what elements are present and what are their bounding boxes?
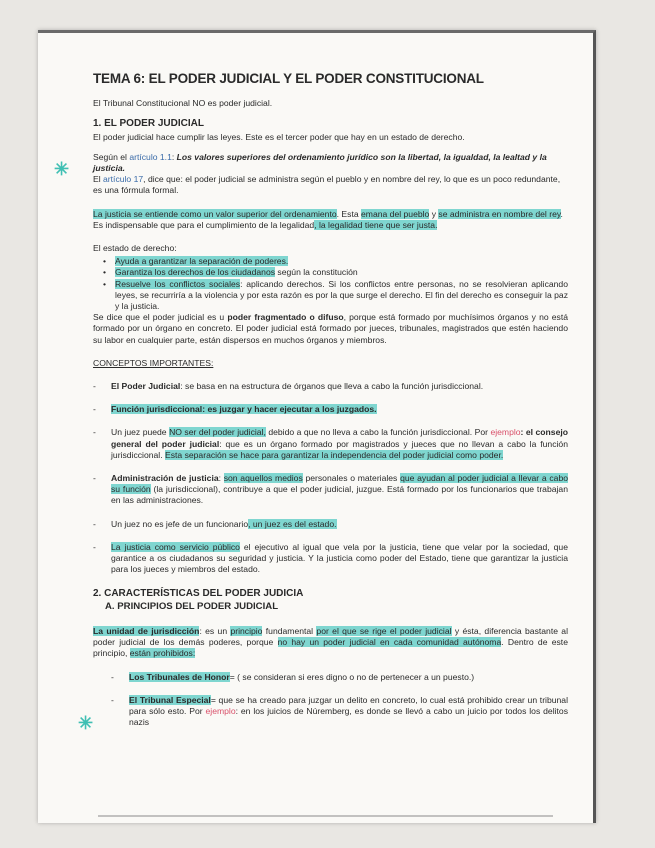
- asterisk-doodle-icon: ✳: [78, 713, 94, 733]
- section-heading-2: 2. CARACTERÍSTICAS DEL PODER JUDICIA: [93, 587, 304, 599]
- unidad-paragraph: La unidad de jurisdicción: es un principio fundamental por el que se rige el poder judicial y ésta, diferencia bastante al poder judicial de los demás poderes, porque no hay un poder judicial en cada comunidad autónoma. Dentro de este principio, están prohibidos:: [93, 625, 568, 659]
- estado-label: El estado de derecho:: [93, 243, 177, 254]
- justicia-paragraph: La justicia se entiende como un valor superior del ordenamiento. Esta emana del pueblo y se administra en nombre del rey. Es indispensable que para el cumplimiento de la legalidad, la legalidad tiene que ser justa.: [93, 208, 563, 230]
- article-1-1-paragraph: Según el artículo 1.1: Los valores superiores del ordenamiento jurídico son la libertad, la igualdad, la lealtad y la justicia.: [93, 151, 547, 174]
- subsection-heading: A. PRINCIPIOS DEL PODER JUDICIAL: [105, 600, 279, 612]
- concept-item: - Un juez puede NO ser del poder judicial, debido a que no lleva a cabo la función jurisdiccional. Por ejemplo: el consejo general del poder judicial: que es un órgano formado por magistrados y jueces que no llevan a cabo la función jurisdiccional. Esta separación se hace para garantizar la independencia del poder judicial como poder.: [93, 427, 568, 461]
- estado-list: [93, 256, 568, 312]
- concept-item: - Un juez no es jefe de un funcionario, un juez es del estado.: [93, 519, 568, 530]
- concept-item: - Función jurisdiccional: es juzgar y hacer ejecutar a los juzgados.: [93, 404, 568, 415]
- conceptos-heading: CONCEPTOS IMPORTANTES:: [93, 357, 214, 368]
- article-ref: artículo 17: [103, 174, 144, 185]
- section1-line: El poder judicial hace cumplir las leyes. Este es el tercer poder que hay en un estado de derecho.: [93, 131, 465, 142]
- asterisk-doodle-icon: ✳: [54, 159, 70, 179]
- concept-item: - La justicia como servicio público el ejecutivo al igual que vela por la justicia, tiene que velar por la sociedad, que garantice a os ciudadanos su seguridad y justicia. Y la justicia como poder del Estado, tiene que garantizar la justicia para los jueces y miembros del estado.: [93, 542, 568, 576]
- article-17-paragraph: El artículo 17, dice que: el poder judicial se administra según el pueblo y en nombre del rey, lo que es un poco redundante, es una fórmula formal.: [93, 174, 561, 196]
- section-heading-1: 1. EL PODER JUDICIAL: [93, 118, 204, 130]
- list-item: • Ayuda a garantizar la separación de poderes.: [115, 256, 568, 267]
- document-page: [38, 30, 596, 823]
- prohibited-item: - Los Tribunales de Honor= ( se consideran si eres digno o no de pertenecer a un puesto.): [111, 672, 568, 683]
- article-ref: artículo 1.1: [129, 151, 172, 162]
- list-item: • Resuelve los conflictos sociales: aplicando derechos. Si los conflictos entre personas, no se resolvieran aplicando leyes, se recurriría a la violencia y por esta razón es por la que surge el derecho. El fin del derecho es conseguir la paz y la justicia.: [115, 279, 568, 313]
- fragmentado-paragraph: Se dice que el poder judicial es u poder fragmentado o difuso, porque está formado por muchísimos órganos y no está formado por un órgano en concreto. El poder judicial está formado por jueces, tribunales, magistrados que estén haciendo su labor en cualquier parte, están dispersos en muchos órganos y miembros.: [93, 312, 569, 345]
- prohibited-item: - El Tribunal Especial= que se ha creado para juzgar un delito en concreto, lo cual está prohibido crear un tribunal para sólo esto. Por ejemplo: en los juicios de Núremberg, es donde se llevó a cabo un juicio por todos los delitos nazis: [111, 695, 568, 729]
- page-title: TEMA 6: EL PODER JUDICIAL Y EL PODER CONSTITUCIONAL: [93, 71, 484, 86]
- page-bottom-shadow: [98, 815, 553, 817]
- intro-paragraph: El Tribunal Constitucional NO es poder judicial.: [93, 98, 273, 109]
- concept-item: - Administración de justicia: son aquellos medios personales o materiales que ayudan al poder judicial a llevar a cabo su función (la jurisdiccional), contribuye a que el poder judicial, juzgue. Está formado por los funcionarios que trabajan en las administraciones.: [93, 473, 568, 507]
- list-item: • Garantiza los derechos de los ciudadanos según la constitución: [115, 267, 568, 278]
- concept-item: - El Poder Judicial: se basa en na estructura de órganos que lleva a cabo la función jurisdiccional.: [93, 381, 568, 392]
- document-body: [93, 73, 568, 740]
